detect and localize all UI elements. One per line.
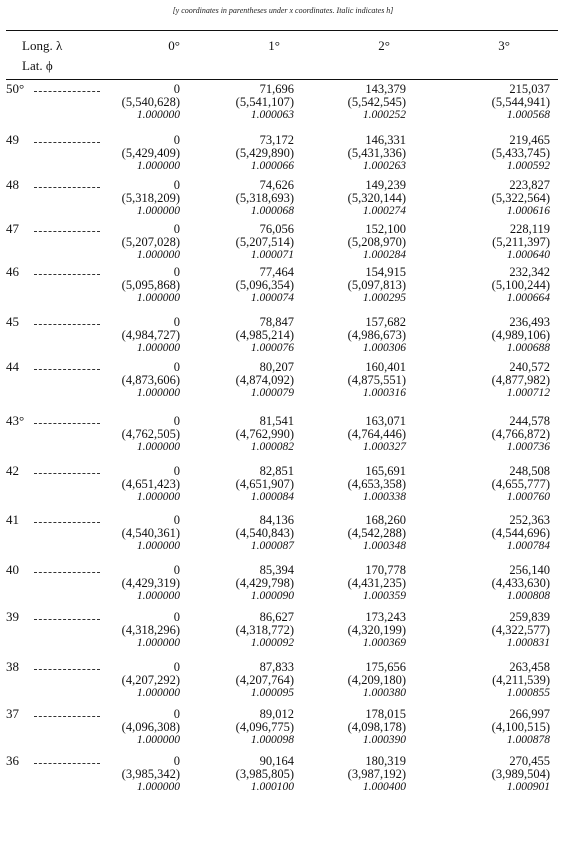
x-coordinate-cell: 87,833 xyxy=(259,660,294,674)
x-coordinate-cell: 175,656 xyxy=(365,660,406,674)
header-top-rule xyxy=(6,30,558,31)
table-row xyxy=(6,707,558,748)
scale-factor-cell: 1.000380 xyxy=(362,687,406,699)
scale-factor-cell: 1.000074 xyxy=(250,292,294,304)
scale-factor-cell: 1.000090 xyxy=(250,590,294,602)
y-coordinate-cell: (4,433,630) xyxy=(491,576,550,590)
x-coordinate-cell: 180,319 xyxy=(365,754,406,768)
latitude-cell: 38 xyxy=(6,659,19,674)
y-coordinate-cell: (4,209,180) xyxy=(347,673,406,687)
table-row xyxy=(6,660,558,701)
scale-factor-cell: 1.000390 xyxy=(362,734,406,746)
y-coordinate-cell: (4,096,775) xyxy=(235,720,294,734)
y-coordinate-cell: (3,985,805) xyxy=(235,767,294,781)
scale-factor-cell: 1.000000 xyxy=(136,734,180,746)
dotted-leader xyxy=(34,763,100,764)
scale-factor-cell: 1.000063 xyxy=(250,109,294,121)
scale-factor-cell: 1.000066 xyxy=(250,160,294,172)
x-coordinate-cell: 170,778 xyxy=(365,563,406,577)
y-coordinate-cell: (4,540,843) xyxy=(235,526,294,540)
scale-factor-cell: 1.000082 xyxy=(250,441,294,453)
latitude-cell: 49 xyxy=(6,132,19,147)
y-coordinate-cell: (4,762,990) xyxy=(235,427,294,441)
x-coordinate-cell: 223,827 xyxy=(509,178,550,192)
x-coordinate-cell: 236,493 xyxy=(509,315,550,329)
x-coordinate-cell: 0 xyxy=(173,315,180,329)
x-coordinate-cell: 0 xyxy=(173,265,180,279)
latitude-cell: 40 xyxy=(6,562,19,577)
y-coordinate-cell: (5,320,144) xyxy=(347,191,406,205)
scale-factor-cell: 1.000100 xyxy=(250,781,294,793)
y-coordinate-cell: (5,097,813) xyxy=(347,278,406,292)
x-coordinate-cell: 85,394 xyxy=(259,563,294,577)
y-coordinate-cell: (4,985,214) xyxy=(235,328,294,342)
x-coordinate-cell: 71,696 xyxy=(259,82,294,96)
scale-factor-cell: 1.000831 xyxy=(506,637,550,649)
y-coordinate-cell: (4,986,673) xyxy=(347,328,406,342)
y-coordinate-cell: (5,318,209) xyxy=(121,191,180,205)
scale-factor-cell: 1.000316 xyxy=(362,387,406,399)
x-coordinate-cell: 228,119 xyxy=(509,222,550,236)
latitude-cell: 48 xyxy=(6,177,19,192)
y-coordinate-cell: (4,207,764) xyxy=(235,673,294,687)
y-coordinate-cell: (5,095,868) xyxy=(121,278,180,292)
scale-factor-cell: 1.000327 xyxy=(362,441,406,453)
scale-factor-cell: 1.000616 xyxy=(506,205,550,217)
y-coordinate-cell: (5,100,244) xyxy=(491,278,550,292)
y-coordinate-cell: (5,429,890) xyxy=(235,146,294,160)
column-header-3: 3° xyxy=(498,38,510,53)
x-coordinate-cell: 240,572 xyxy=(509,360,550,374)
y-coordinate-cell: (4,429,798) xyxy=(235,576,294,590)
scale-factor-cell: 1.000664 xyxy=(506,292,550,304)
column-header-2: 2° xyxy=(378,38,390,53)
scale-factor-cell: 1.000252 xyxy=(362,109,406,121)
y-coordinate-cell: (4,100,515) xyxy=(491,720,550,734)
latitude-cell: 37 xyxy=(6,706,19,721)
x-coordinate-cell: 244,578 xyxy=(509,414,550,428)
latitude-cell: 39 xyxy=(6,609,19,624)
scale-factor-cell: 1.000095 xyxy=(250,687,294,699)
dotted-leader xyxy=(34,669,100,670)
scale-factor-cell: 1.000079 xyxy=(250,387,294,399)
x-coordinate-cell: 157,682 xyxy=(365,315,406,329)
column-header-0: 0° xyxy=(168,38,180,53)
x-coordinate-cell: 76,056 xyxy=(259,222,294,236)
scale-factor-cell: 1.000400 xyxy=(362,781,406,793)
scale-factor-cell: 1.000000 xyxy=(136,387,180,399)
scale-factor-cell: 1.000263 xyxy=(362,160,406,172)
x-coordinate-cell: 0 xyxy=(173,513,180,527)
y-coordinate-cell: (4,655,777) xyxy=(491,477,550,491)
table-row xyxy=(6,360,558,401)
y-coordinate-cell: (4,318,772) xyxy=(235,623,294,637)
y-coordinate-cell: (4,877,982) xyxy=(491,373,550,387)
x-coordinate-cell: 82,851 xyxy=(259,464,294,478)
scale-factor-cell: 1.000568 xyxy=(506,109,550,121)
x-coordinate-cell: 270,455 xyxy=(509,754,550,768)
dotted-leader xyxy=(34,274,100,275)
dotted-leader xyxy=(34,473,100,474)
table-row xyxy=(6,222,558,263)
y-coordinate-cell: (5,431,336) xyxy=(347,146,406,160)
scale-factor-cell: 1.000688 xyxy=(506,342,550,354)
x-coordinate-cell: 74,626 xyxy=(259,178,294,192)
x-coordinate-cell: 0 xyxy=(173,563,180,577)
x-coordinate-cell: 219,465 xyxy=(509,133,550,147)
y-coordinate-cell: (4,211,539) xyxy=(492,673,550,687)
table-row xyxy=(6,82,558,123)
scale-factor-cell: 1.000068 xyxy=(250,205,294,217)
column-header-1: 1° xyxy=(268,38,280,53)
scale-factor-cell: 1.000784 xyxy=(506,540,550,552)
y-coordinate-cell: (4,651,907) xyxy=(235,477,294,491)
scale-factor-cell: 1.000855 xyxy=(506,687,550,699)
longitude-label: Long. λ xyxy=(22,38,63,53)
x-coordinate-cell: 0 xyxy=(173,610,180,624)
dotted-leader xyxy=(34,369,100,370)
scale-factor-cell: 1.000295 xyxy=(362,292,406,304)
y-coordinate-cell: (5,096,354) xyxy=(235,278,294,292)
y-coordinate-cell: (5,542,545) xyxy=(347,95,406,109)
x-coordinate-cell: 86,627 xyxy=(259,610,294,624)
table-row xyxy=(6,414,558,455)
x-coordinate-cell: 248,508 xyxy=(509,464,550,478)
scale-factor-cell: 1.000000 xyxy=(136,342,180,354)
x-coordinate-cell: 259,839 xyxy=(509,610,550,624)
dotted-leader xyxy=(34,324,100,325)
x-coordinate-cell: 0 xyxy=(173,82,180,96)
scale-factor-cell: 1.000098 xyxy=(250,734,294,746)
y-coordinate-cell: (4,207,292) xyxy=(121,673,180,687)
scale-factor-cell: 1.000084 xyxy=(250,491,294,503)
scale-factor-cell: 1.000369 xyxy=(362,637,406,649)
latitude-cell: 42 xyxy=(6,463,19,478)
x-coordinate-cell: 163,071 xyxy=(365,414,406,428)
x-coordinate-cell: 84,136 xyxy=(259,513,294,527)
scale-factor-cell: 1.000087 xyxy=(250,540,294,552)
y-coordinate-cell: (5,207,514) xyxy=(235,235,294,249)
y-coordinate-cell: (4,764,446) xyxy=(347,427,406,441)
x-coordinate-cell: 0 xyxy=(173,414,180,428)
scale-factor-cell: 1.000306 xyxy=(362,342,406,354)
x-coordinate-cell: 0 xyxy=(173,660,180,674)
scale-factor-cell: 1.000640 xyxy=(506,249,550,261)
y-coordinate-cell: (4,429,319) xyxy=(121,576,180,590)
y-coordinate-cell: (4,096,308) xyxy=(121,720,180,734)
dotted-leader xyxy=(34,423,100,424)
scale-factor-cell: 1.000359 xyxy=(362,590,406,602)
scale-factor-cell: 1.000000 xyxy=(136,109,180,121)
x-coordinate-cell: 0 xyxy=(173,360,180,374)
dotted-leader xyxy=(34,231,100,232)
x-coordinate-cell: 149,239 xyxy=(365,178,406,192)
x-coordinate-cell: 80,207 xyxy=(259,360,294,374)
scale-factor-cell: 1.000338 xyxy=(362,491,406,503)
table-row xyxy=(6,513,558,554)
dotted-leader xyxy=(34,522,100,523)
x-coordinate-cell: 0 xyxy=(173,222,180,236)
scale-factor-cell: 1.000712 xyxy=(506,387,550,399)
y-coordinate-cell: (4,318,296) xyxy=(121,623,180,637)
scale-factor-cell: 1.000274 xyxy=(362,205,406,217)
y-coordinate-cell: (4,766,872) xyxy=(491,427,550,441)
y-coordinate-cell: (4,431,235) xyxy=(347,576,406,590)
x-coordinate-cell: 146,331 xyxy=(365,133,406,147)
y-coordinate-cell: (4,540,361) xyxy=(121,526,180,540)
y-coordinate-cell: (4,098,178) xyxy=(347,720,406,734)
scale-factor-cell: 1.000000 xyxy=(136,637,180,649)
x-coordinate-cell: 90,164 xyxy=(259,754,294,768)
x-coordinate-cell: 160,401 xyxy=(365,360,406,374)
y-coordinate-cell: (5,544,941) xyxy=(491,95,550,109)
scale-factor-cell: 1.000071 xyxy=(250,249,294,261)
header-bottom-rule xyxy=(6,79,558,80)
y-coordinate-cell: (5,433,745) xyxy=(491,146,550,160)
scale-factor-cell: 1.000000 xyxy=(136,160,180,172)
dotted-leader xyxy=(34,572,100,573)
x-coordinate-cell: 0 xyxy=(173,133,180,147)
latitude-cell: 45 xyxy=(6,314,19,329)
scale-factor-cell: 1.000760 xyxy=(506,491,550,503)
scale-factor-cell: 1.000000 xyxy=(136,540,180,552)
y-coordinate-cell: (4,544,696) xyxy=(491,526,550,540)
x-coordinate-cell: 263,458 xyxy=(509,660,550,674)
scale-factor-cell: 1.000808 xyxy=(506,590,550,602)
table-row xyxy=(6,315,558,356)
y-coordinate-cell: (4,874,092) xyxy=(235,373,294,387)
table-row xyxy=(6,563,558,604)
latitude-cell: 36 xyxy=(6,753,19,768)
table-row xyxy=(6,754,558,795)
scale-factor-cell: 1.000000 xyxy=(136,441,180,453)
x-coordinate-cell: 215,037 xyxy=(509,82,550,96)
table-row xyxy=(6,464,558,505)
dotted-leader xyxy=(34,91,100,92)
table-row xyxy=(6,178,558,219)
x-coordinate-cell: 266,997 xyxy=(509,707,550,721)
y-coordinate-cell: (3,987,192) xyxy=(347,767,406,781)
y-coordinate-cell: (3,989,504) xyxy=(491,767,550,781)
y-coordinate-cell: (4,651,423) xyxy=(121,477,180,491)
y-coordinate-cell: (4,322,577) xyxy=(491,623,550,637)
x-coordinate-cell: 81,541 xyxy=(259,414,294,428)
x-coordinate-cell: 256,140 xyxy=(509,563,550,577)
scale-factor-cell: 1.000878 xyxy=(506,734,550,746)
x-coordinate-cell: 152,100 xyxy=(365,222,406,236)
y-coordinate-cell: (5,211,397) xyxy=(492,235,550,249)
x-coordinate-cell: 232,342 xyxy=(509,265,550,279)
scale-factor-cell: 1.000000 xyxy=(136,590,180,602)
latitude-label: Lat. ϕ xyxy=(22,58,53,73)
x-coordinate-cell: 173,243 xyxy=(365,610,406,624)
scale-factor-cell: 1.000284 xyxy=(362,249,406,261)
x-coordinate-cell: 168,260 xyxy=(365,513,406,527)
scale-factor-cell: 1.000000 xyxy=(136,205,180,217)
y-coordinate-cell: (4,873,606) xyxy=(121,373,180,387)
y-coordinate-cell: (4,984,727) xyxy=(121,328,180,342)
scale-factor-cell: 1.000000 xyxy=(136,249,180,261)
y-coordinate-cell: (4,653,358) xyxy=(347,477,406,491)
y-coordinate-cell: (5,540,628) xyxy=(121,95,180,109)
scale-factor-cell: 1.000000 xyxy=(136,781,180,793)
x-coordinate-cell: 143,379 xyxy=(365,82,406,96)
x-coordinate-cell: 178,015 xyxy=(365,707,406,721)
latitude-cell: 50° xyxy=(6,81,25,96)
scale-factor-cell: 1.000092 xyxy=(250,637,294,649)
y-coordinate-cell: (3,985,342) xyxy=(121,767,180,781)
dotted-leader xyxy=(34,187,100,188)
y-coordinate-cell: (5,541,107) xyxy=(235,95,294,109)
latitude-cell: 44 xyxy=(6,359,19,374)
x-coordinate-cell: 252,363 xyxy=(509,513,550,527)
table-row xyxy=(6,610,558,651)
table-caption: [y coordinates in parentheses under x coordinates. Italic indicates h] xyxy=(172,6,394,15)
table-row xyxy=(6,133,558,174)
x-coordinate-cell: 77,464 xyxy=(259,265,294,279)
y-coordinate-cell: (4,542,288) xyxy=(347,526,406,540)
latitude-cell: 47 xyxy=(6,221,19,236)
x-coordinate-cell: 165,691 xyxy=(365,464,406,478)
x-coordinate-cell: 0 xyxy=(173,178,180,192)
y-coordinate-cell: (5,322,564) xyxy=(491,191,550,205)
latitude-cell: 46 xyxy=(6,264,19,279)
x-coordinate-cell: 0 xyxy=(173,464,180,478)
x-coordinate-cell: 154,915 xyxy=(365,265,406,279)
x-coordinate-cell: 78,847 xyxy=(259,315,294,329)
dotted-leader xyxy=(34,142,100,143)
dotted-leader xyxy=(34,619,100,620)
y-coordinate-cell: (4,320,199) xyxy=(347,623,406,637)
y-coordinate-cell: (5,429,409) xyxy=(121,146,180,160)
latitude-cell: 43° xyxy=(6,413,25,428)
y-coordinate-cell: (5,318,693) xyxy=(235,191,294,205)
scale-factor-cell: 1.000076 xyxy=(250,342,294,354)
scale-factor-cell: 1.000000 xyxy=(136,292,180,304)
scale-factor-cell: 1.000348 xyxy=(362,540,406,552)
scale-factor-cell: 1.000901 xyxy=(506,781,550,793)
scale-factor-cell: 1.000736 xyxy=(506,441,550,453)
x-coordinate-cell: 0 xyxy=(173,707,180,721)
scale-factor-cell: 1.000000 xyxy=(136,491,180,503)
dotted-leader xyxy=(34,716,100,717)
y-coordinate-cell: (4,875,551) xyxy=(347,373,406,387)
x-coordinate-cell: 0 xyxy=(173,754,180,768)
x-coordinate-cell: 89,012 xyxy=(259,707,294,721)
y-coordinate-cell: (5,208,970) xyxy=(347,235,406,249)
x-coordinate-cell: 73,172 xyxy=(259,133,294,147)
scale-factor-cell: 1.000592 xyxy=(506,160,550,172)
table-row xyxy=(6,265,558,306)
y-coordinate-cell: (4,762,505) xyxy=(121,427,180,441)
y-coordinate-cell: (5,207,028) xyxy=(121,235,180,249)
y-coordinate-cell: (4,989,106) xyxy=(491,328,550,342)
scale-factor-cell: 1.000000 xyxy=(136,687,180,699)
latitude-cell: 41 xyxy=(6,512,19,527)
